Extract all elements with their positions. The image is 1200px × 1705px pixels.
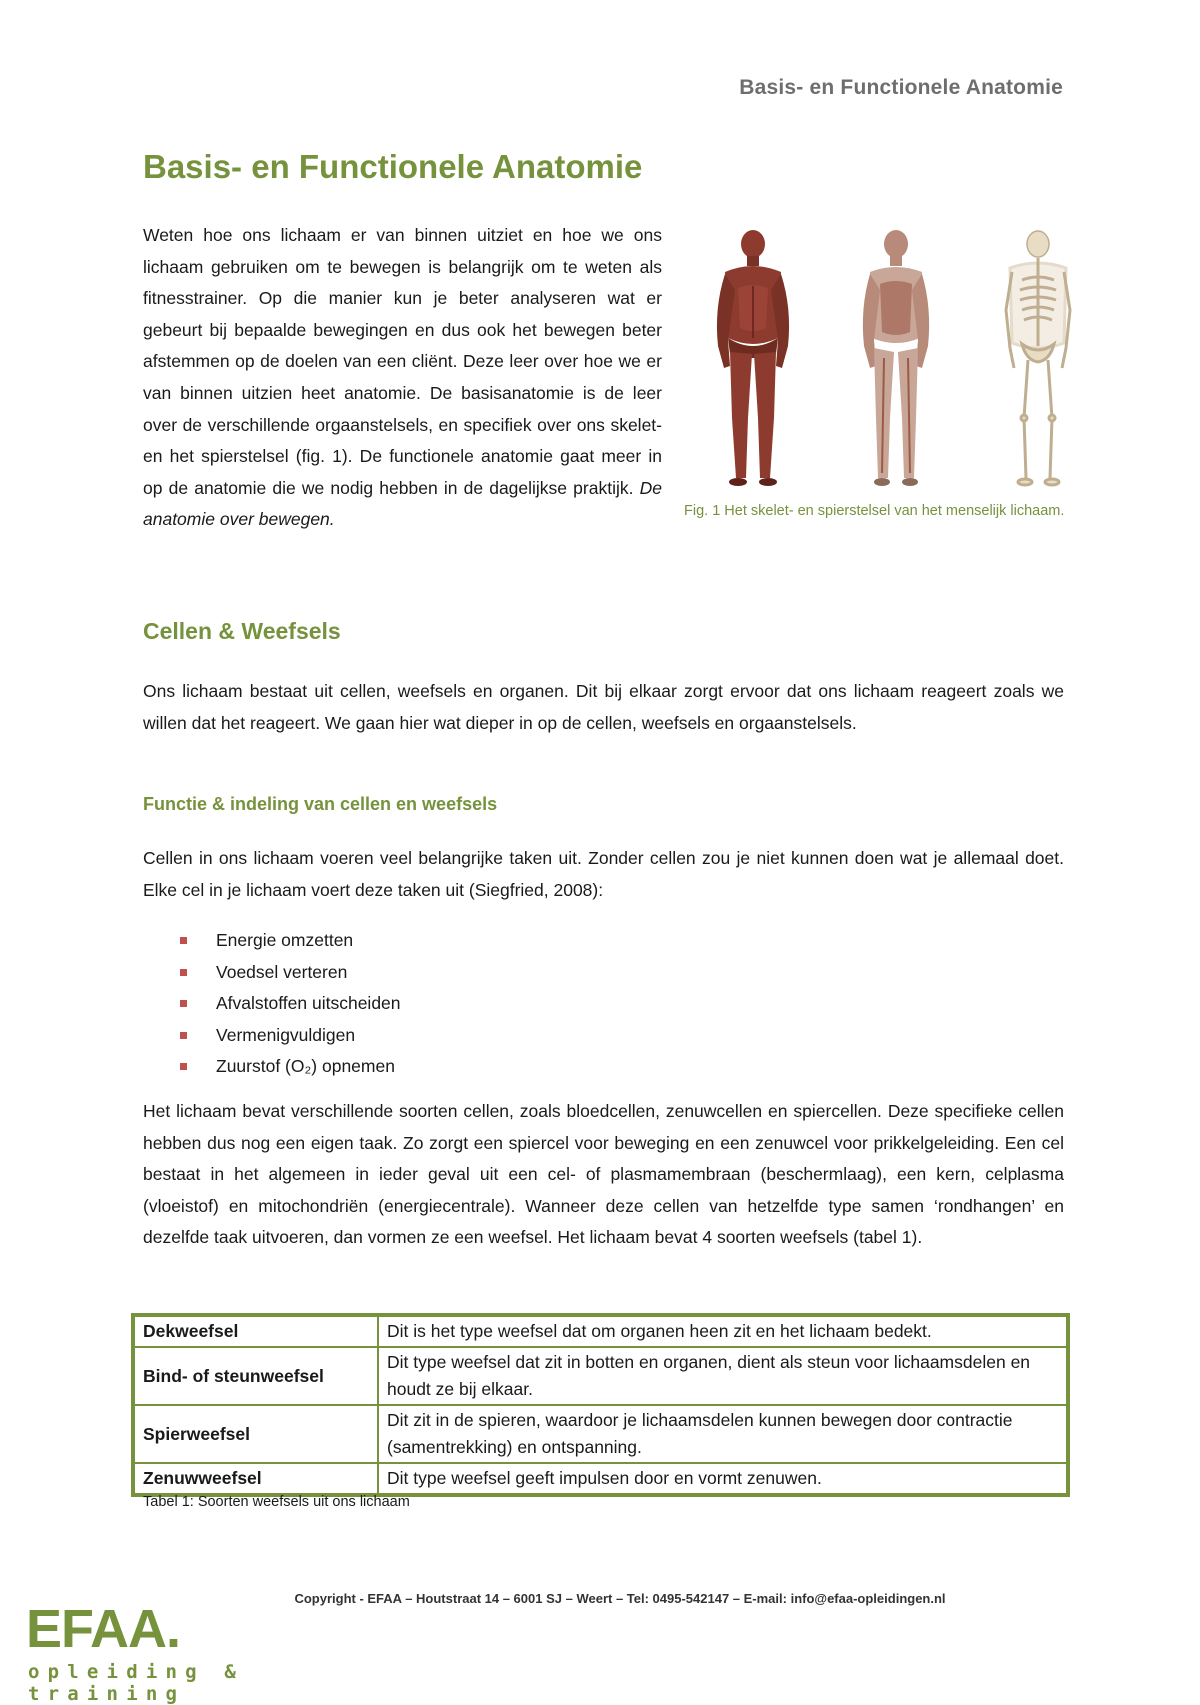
section-heading: Cellen & Weefsels <box>143 618 341 644</box>
subsection-heading: Functie & indeling van cellen en weefsels <box>143 794 498 814</box>
anatomy-illustration <box>680 228 1100 496</box>
intro-emphasis: De anatomie over bewegen. <box>143 477 662 530</box>
task-list <box>143 925 401 1083</box>
table-row <box>133 1315 1068 1347</box>
list-item: Zuurstof (O₂) opnemen <box>143 1051 401 1083</box>
logo-mark: EFAA. <box>26 1599 181 1659</box>
list-item: Vermenigvuldigen <box>143 1020 401 1052</box>
list-item: Energie omzetten <box>143 925 401 957</box>
running-header: Basis- en Functionele Anatomie <box>739 76 1063 99</box>
intro-text: Weten hoe ons lichaam er van binnen uitziet en hoe we ons lichaam gebruiken om te bewegen is belangrijk om te weten als fitnesstrainer. Op die manier kun je beter analyseren wat er gebeurt bij bepaalde bewegingen en dus ook het bewegen beter afstemmen op de doelen van een cliënt. Deze leer over hoe we er van binnen uitzien heet anatomie. De basisanatomie is de leer over de verschillende orgaanstelsels, en specifiek over ons skelet- en het spierstelsel (fig. 1). De functionele anatomie gaat meer in op de anatomie die we nodig hebben in de dagelijkse praktijk. <box>143 225 662 498</box>
page-title: Basis- en Functionele Anatomie <box>143 148 643 185</box>
table-cell-label: Zenuwweefsel <box>133 1463 378 1495</box>
table-cell-text: Dit is het type weefsel dat om organen heen zit en het lichaam bedekt. <box>378 1315 1068 1347</box>
tasks-intro-paragraph: Cellen in ons lichaam voeren veel belangrijke taken uit. Zonder cellen zou je niet kunnen doen wat je allemaal doet. Elke cel in je lichaam voert deze taken uit (Siegfried, 2008): <box>143 848 1064 900</box>
muscle-figure <box>717 230 789 486</box>
bullet-icon <box>180 1000 187 1007</box>
table-row <box>133 1347 1068 1405</box>
section-paragraph: Ons lichaam bestaat uit cellen, weefsels en organen. Dit bij elkaar zorgt ervoor dat ons lichaam reageert zoals we willen dat het reageert. We gaan hier wat dieper in op de cellen, weefsels en orgaanstelsels. <box>143 681 1064 733</box>
translucent-figure <box>863 230 929 486</box>
list-item: Voedsel verteren <box>143 957 401 989</box>
bullet-icon <box>180 969 187 976</box>
table-row <box>133 1405 1068 1463</box>
bullet-icon <box>180 1063 187 1070</box>
table-cell-label: Spierweefsel <box>133 1405 378 1463</box>
table-cell-text: Dit type weefsel dat zit in botten en organen, dient als steun voor lichaamsdelen en houdt ze bij elkaar. <box>378 1347 1068 1405</box>
bullet-icon <box>180 1032 187 1039</box>
skeleton-figure <box>1006 231 1070 485</box>
table-cell-text: Dit zit in de spieren, waardoor je lichaamsdelen kunnen bewegen door contractie (samentrekking) en ontspanning. <box>378 1405 1068 1463</box>
table-cell-label: Dekweefsel <box>133 1315 378 1347</box>
table-cell-text: Dit type weefsel geeft impulsen door en vormt zenuwen. <box>378 1463 1068 1495</box>
table-row <box>133 1463 1068 1495</box>
table-caption: Tabel 1: Soorten weefsels uit ons lichaam <box>143 1494 410 1510</box>
cell-types-paragraph: Het lichaam bevat verschillende soorten cellen, zoals bloedcellen, zenuwcellen en spiercellen. Deze specifieke cellen hebben dus nog een eigen taak. Zo zorgt een spiercel voor beweging en een zenuwcel voor prikkelgeleiding. Een cel bestaat in het algemeen in ieder geval uit een cel- of plasmamembraan (beschermlaag), een kern, celplasma (vloeistof) en mitochondriën (energiecentrale). Wanneer deze cellen van hetzelfde type samen ‘rondhangen’ en dezelfde taak uitvoeren, dan vormen ze een weefsel. Het lichaam bevat 4 soorten weefsels (tabel 1). <box>143 1101 1064 1248</box>
footer-copyright: Copyright - EFAA – Houtstraat 14 – 6001 SJ – Weert – Tel: 0495-542147 – E-mail: info@efaa-opleidingen.nl <box>294 1591 946 1606</box>
logo-tagline: opleiding & training <box>28 1661 245 1705</box>
efaa-logo <box>26 1598 346 1705</box>
table-cell-label: Bind- of steunweefsel <box>133 1347 378 1405</box>
bullet-icon <box>180 937 187 944</box>
tissue-table <box>131 1313 1070 1497</box>
figure-caption: Fig. 1 Het skelet- en spierstelsel van het menselijk lichaam. <box>684 503 1065 519</box>
anatomy-figure <box>680 228 1100 522</box>
list-item: Afvalstoffen uitscheiden <box>143 988 401 1020</box>
intro-paragraph <box>143 220 662 536</box>
